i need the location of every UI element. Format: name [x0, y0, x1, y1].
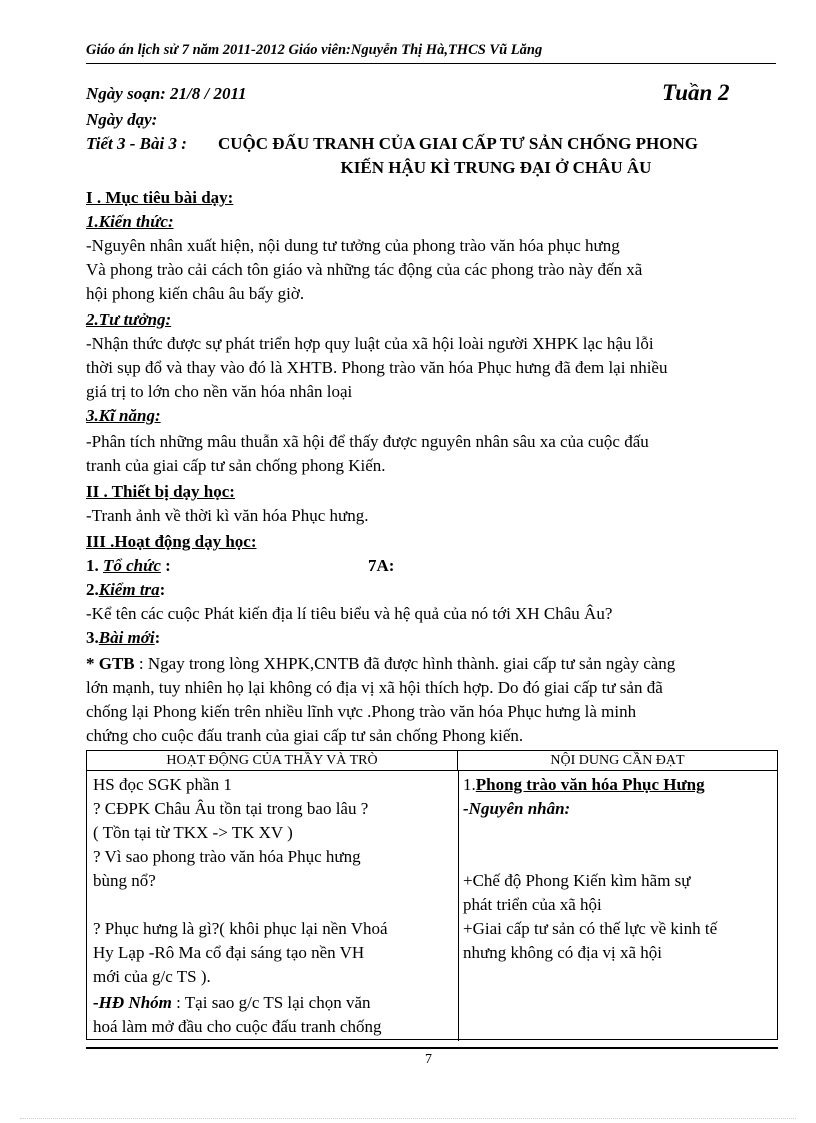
thought-line: thời sụp đổ và thay vào đó là XHTB. Phong trào văn hóa Phục hưng đã đem lại nhiều	[86, 358, 668, 377]
gtb-line: lớn mạnh, tuy nhiên họ lại không có địa vị xã hội thích hợp. Do đó giai cấp tư sản đã	[86, 678, 663, 697]
page-header: Giáo án lịch sử 7 năm 2011-2012 Giáo viên:Nguyễn Thị Hà,THCS Vũ Lăng	[86, 42, 776, 64]
section-1-heading: I . Mục tiêu bài dạy:	[86, 188, 234, 207]
table-header-content: NỘI DUNG CẦN ĐẠT	[458, 751, 777, 771]
thought-line: -Nhận thức được sự phát triển hợp quy luật của xã hội loài người XHPK lạc hậu lỗi	[86, 334, 654, 353]
teach-date: Ngày dạy:	[86, 110, 158, 129]
week-label: Tuần 2	[662, 80, 730, 105]
gtb-line: chống lại Phong kiến trên nhiều lĩnh vực .Phong trào văn hóa Phục hưng là minh	[86, 702, 637, 721]
activity-table	[86, 750, 778, 1040]
content-line: +Chế độ Phong Kiến kìm hãm sự	[463, 871, 691, 890]
table-left-line: hoá làm mở đầu cho cuộc đấu tranh chống	[93, 1017, 382, 1036]
knowledge-line: Và phong trào cải cách tôn giáo và những tác động của các phong trào này đến xã	[86, 260, 643, 279]
class-label: 7A:	[368, 556, 395, 575]
thought-line: giá trị to lớn cho nền văn hóa nhân loại	[86, 382, 353, 401]
table-left-line: Hy Lạp -Rô Ma cổ đại sáng tạo nền VH	[93, 943, 365, 962]
gtb-label: * GTB	[86, 654, 135, 673]
lesson-label: Tiết 3 - Bài 3 :	[86, 134, 187, 153]
content-heading: 1.Phong trào văn hóa Phục Hưng	[463, 775, 705, 794]
gtb-line: * GTB : Ngay trong lòng XHPK,CNTB đã được hình thành. giai cấp tư sản ngày càng	[86, 654, 676, 673]
knowledge-line: -Nguyên nhân xuất hiện, nội dung tư tưởng của phong trào văn hóa phục hưng	[86, 236, 620, 255]
knowledge-line: hội phong kiến châu âu bấy giờ.	[86, 284, 305, 303]
equipment-line: -Tranh ảnh về thời kì văn hóa Phục hưng.	[86, 506, 369, 525]
content-line: phát triển của xã hội	[463, 895, 602, 914]
content-line: +Giai cấp tư sản có thế lực về kinh tế	[463, 919, 718, 938]
skills-line: tranh của giai cấp tư sản chống phong Kiến.	[86, 456, 386, 475]
check-question: -Kể tên các cuộc Phát kiến địa lí tiêu biểu và hệ quả của nó tới XH Châu Âu?	[86, 604, 613, 623]
organization-line: 1. Tổ chức :	[86, 556, 171, 575]
table-left-line: ? CĐPK Châu Âu tồn tại trong bao lâu ?	[93, 799, 369, 818]
check-heading: 2.Kiểm tra:	[86, 580, 166, 599]
table-left-line: ? Phục hưng là gì?( khôi phục lại nền Vhoá	[93, 919, 388, 938]
gtb-line: chứng cho cuộc đấu tranh của giai cấp tư sản chống Phong kiến.	[86, 726, 524, 745]
prep-date: Ngày soạn: 21/8 / 2011	[86, 84, 247, 103]
group-activity-line: -HĐ Nhóm : Tại sao g/c TS lại chọn văn	[93, 993, 371, 1012]
new-lesson-heading: 3.Bài mới:	[86, 628, 161, 647]
content-cause-label: -Nguyên nhân:	[463, 799, 571, 818]
table-left-line: bùng nổ?	[93, 871, 156, 890]
page-number: 7	[425, 1052, 432, 1067]
footer-rule	[86, 1047, 778, 1049]
table-left-line: ? Vì sao phong trào văn hóa Phục hưng	[93, 847, 361, 866]
organization-label: Tổ chức	[103, 556, 161, 575]
section-2-heading: II . Thiết bị dạy học:	[86, 482, 235, 501]
skills-line: -Phân tích những mâu thuẫn xã hội để thấy được nguyên nhân sâu xa của cuộc đấu	[86, 432, 649, 451]
lesson-title-line-1: CUỘC ĐẤU TRANH CỦA GIAI CẤP TƯ SẢN CHỐNG PHONG	[218, 134, 698, 153]
skills-heading: 3.Kĩ năng:	[86, 406, 161, 425]
group-activity-label: -HĐ Nhóm	[93, 993, 172, 1012]
content-line: nhưng không có địa vị xã hội	[463, 943, 663, 962]
lesson-title-line-2: KIẾN HẬU KÌ TRUNG ĐẠI Ở CHÂU ÂU	[340, 158, 652, 177]
column-divider	[458, 771, 459, 1041]
table-left-line: ( Tồn tại từ TKX -> TK XV )	[93, 823, 293, 842]
table-left-line: HS đọc SGK phần 1	[93, 775, 232, 794]
knowledge-heading: 1.Kiến thức:	[86, 212, 174, 231]
thought-heading: 2.Tư tưởng:	[86, 310, 172, 329]
table-header-activities: HOẠT ĐỘNG CỦA THẦY VÀ TRÒ	[87, 751, 458, 771]
section-3-heading: III .Hoạt động dạy học:	[86, 532, 257, 551]
page-edge-dots	[20, 1118, 796, 1119]
table-left-line: mới của g/c TS ).	[93, 967, 211, 986]
